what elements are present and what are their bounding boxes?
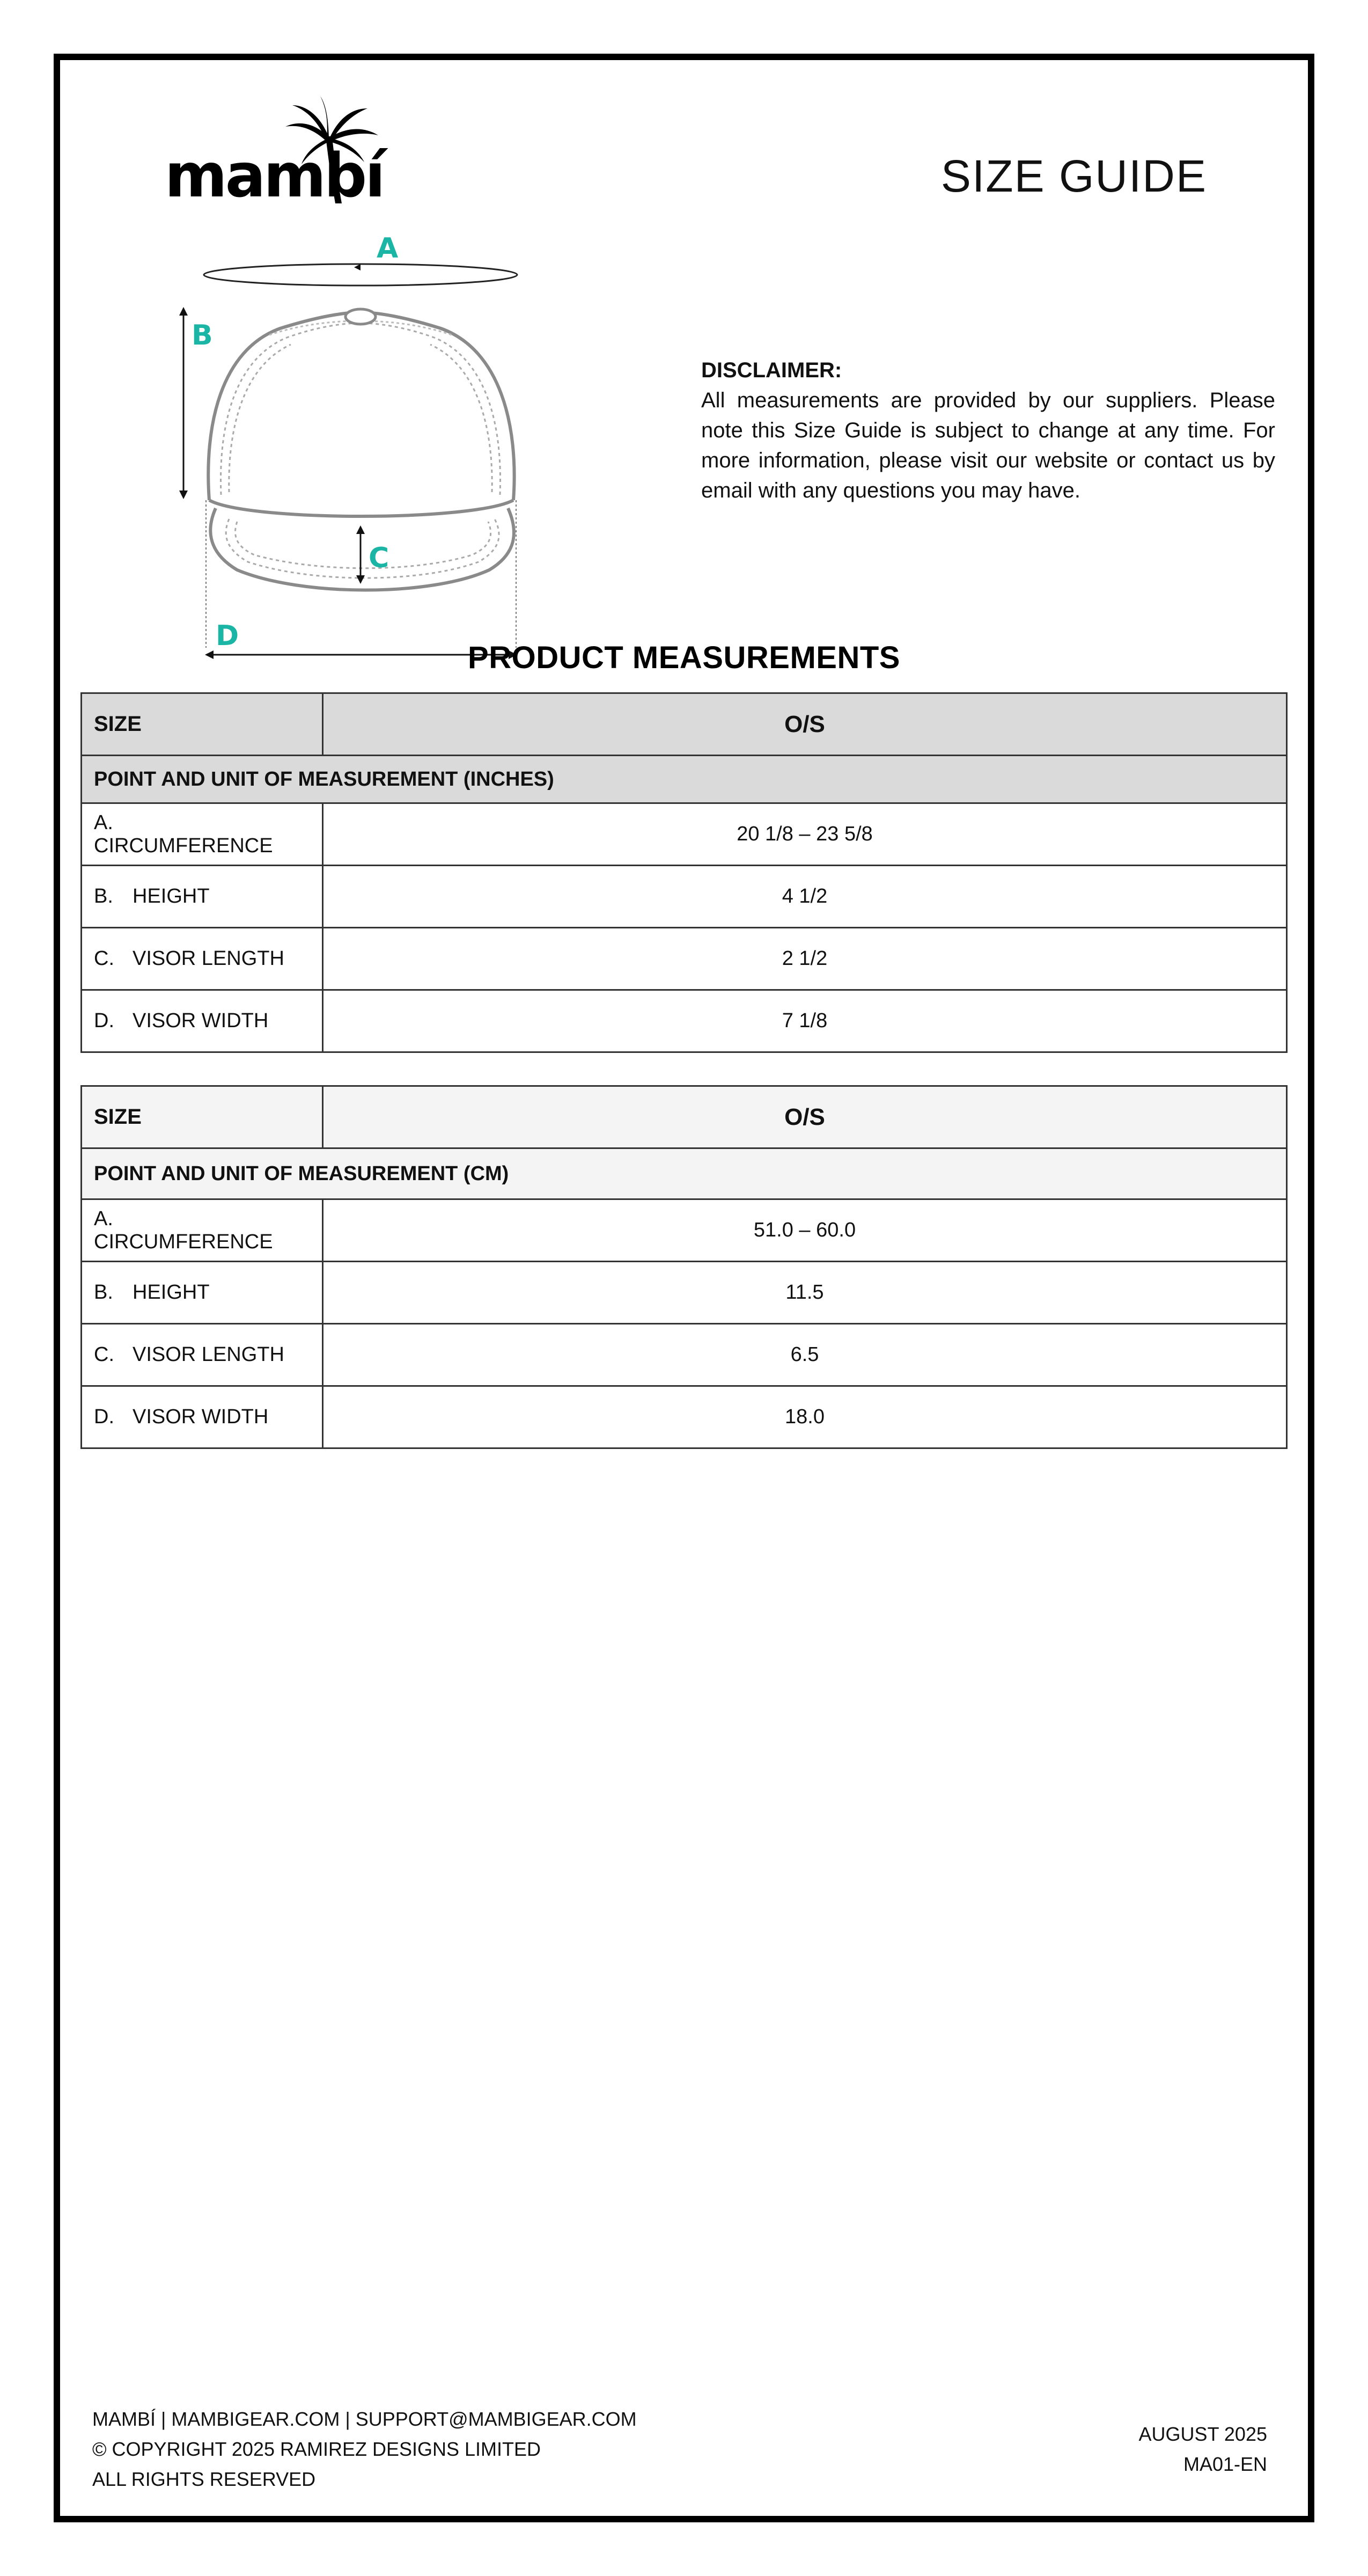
measurement-value: 20 1/8 – 23 5/8 xyxy=(323,803,1287,866)
table-row xyxy=(82,1199,1287,1262)
size-label: SIZE xyxy=(82,693,323,756)
table-subheader-row xyxy=(82,1148,1287,1199)
disclaimer-title: DISCLAIMER: xyxy=(701,358,842,382)
point-letter: A. xyxy=(94,811,113,834)
table-subheader-row xyxy=(82,756,1287,803)
footer-doc-code: MA01-EN xyxy=(1183,2453,1267,2475)
measurement-point xyxy=(82,803,323,866)
size-value: O/S xyxy=(323,693,1287,756)
footer-date: AUGUST 2025 xyxy=(1138,2423,1267,2445)
point-letter: C. xyxy=(94,947,114,970)
point-letter: D. xyxy=(94,1406,114,1428)
logo-wordmark: mambí xyxy=(165,141,384,211)
measurements-table-cm xyxy=(80,1085,1288,1449)
size-value: O/S xyxy=(323,1086,1287,1148)
label-a: A xyxy=(377,232,399,265)
table-header-row xyxy=(82,1086,1287,1148)
measurement-value: 4 1/2 xyxy=(323,866,1287,928)
measurement-value: 51.0 – 60.0 xyxy=(323,1199,1287,1262)
measurement-value: 7 1/8 xyxy=(323,990,1287,1052)
section-title: PRODUCT MEASUREMENTS xyxy=(468,640,900,675)
hat-measurement-diagram xyxy=(141,221,548,683)
brand-logo xyxy=(165,93,390,211)
label-c: C xyxy=(369,542,389,574)
point-name: VISOR WIDTH xyxy=(133,1009,269,1032)
point-name: HEIGHT xyxy=(133,885,210,908)
point-name: CIRCUMFERENCE xyxy=(94,1230,273,1253)
table-row xyxy=(82,1324,1287,1386)
unit-subheader: POINT AND UNIT OF MEASUREMENT (INCHES) xyxy=(82,756,1287,803)
measurement-point xyxy=(82,990,323,1052)
label-b: B xyxy=(192,319,213,352)
measurements-table-inches xyxy=(80,692,1288,1053)
table-row xyxy=(82,803,1287,866)
table-row xyxy=(82,1386,1287,1448)
measurement-point xyxy=(82,1386,323,1448)
measurement-value: 6.5 xyxy=(323,1324,1287,1386)
table-header-row xyxy=(82,693,1287,756)
table-row xyxy=(82,1262,1287,1324)
measurement-point xyxy=(82,866,323,928)
measurement-value: 2 1/2 xyxy=(323,928,1287,990)
point-name: CIRCUMFERENCE xyxy=(94,834,273,857)
footer-rights: ALL RIGHTS RESERVED xyxy=(92,2468,316,2490)
point-letter: B. xyxy=(94,885,113,908)
footer-contact-line: MAMBÍ | MAMBIGEAR.COM | SUPPORT@MAMBIGEAR.COM xyxy=(92,2408,637,2430)
table-row xyxy=(82,990,1287,1052)
measurement-value: 11.5 xyxy=(323,1262,1287,1324)
measurement-point xyxy=(82,928,323,990)
disclaimer-text: All measurements are provided by our suppliers. Please note this Size Guide is subject to change at any time. For more information, please visit our website or contact us by email with any questions you may have. xyxy=(701,389,1275,502)
page-title: SIZE GUIDE xyxy=(940,151,1207,201)
measurement-point xyxy=(82,1199,323,1262)
measurement-value: 18.0 xyxy=(323,1386,1287,1448)
page-frame xyxy=(54,54,1314,2522)
unit-subheader: POINT AND UNIT OF MEASUREMENT (CM) xyxy=(82,1148,1287,1199)
point-name: VISOR WIDTH xyxy=(133,1406,269,1428)
footer-left xyxy=(92,2404,637,2494)
measurement-point xyxy=(82,1262,323,1324)
table-row xyxy=(82,928,1287,990)
disclaimer-block xyxy=(701,355,1275,506)
point-name: VISOR LENGTH xyxy=(133,1343,284,1366)
label-d: D xyxy=(216,620,239,652)
point-letter: D. xyxy=(94,1009,114,1032)
point-letter: B. xyxy=(94,1281,113,1304)
measurement-point xyxy=(82,1324,323,1386)
point-name: HEIGHT xyxy=(133,1281,210,1304)
footer-copyright: © COPYRIGHT 2025 RAMIREZ DESIGNS LIMITED xyxy=(92,2438,541,2460)
point-letter: A. xyxy=(94,1207,113,1230)
point-letter: C. xyxy=(94,1343,114,1366)
footer-right xyxy=(1139,2419,1267,2479)
point-name: VISOR LENGTH xyxy=(133,947,284,970)
table-row xyxy=(82,866,1287,928)
size-label: SIZE xyxy=(82,1086,323,1148)
